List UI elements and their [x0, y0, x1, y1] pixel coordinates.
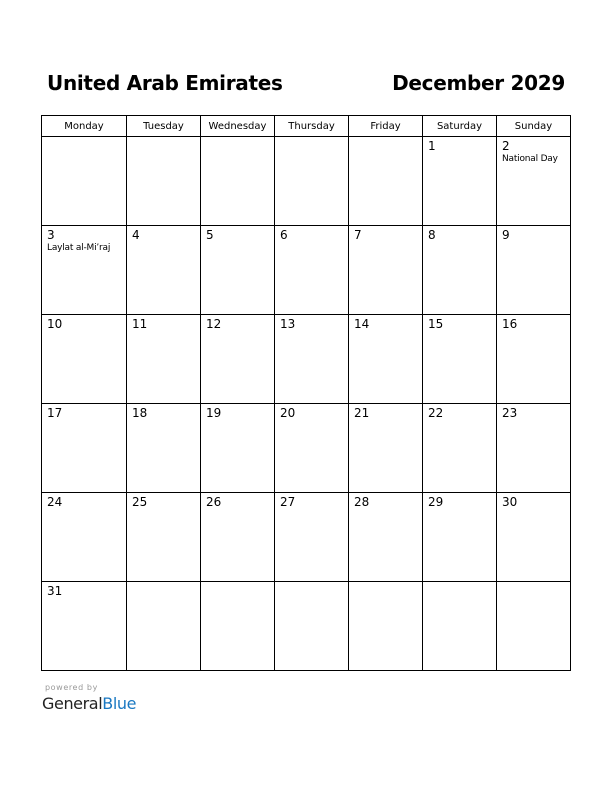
day-cell — [423, 493, 497, 582]
day-number: 28 — [354, 495, 370, 509]
day-cell — [275, 315, 349, 404]
day-number: 4 — [132, 228, 140, 242]
day-number: 11 — [132, 317, 148, 331]
day-cell — [497, 493, 571, 582]
day-cell — [42, 137, 127, 226]
weekday-friday: Friday — [349, 116, 423, 137]
day-number: 18 — [132, 406, 148, 420]
day-number: 22 — [428, 406, 444, 420]
day-cell — [127, 137, 201, 226]
day-cell — [127, 404, 201, 493]
day-cell — [423, 137, 497, 226]
weekday-wednesday: Wednesday — [201, 116, 275, 137]
day-number: 13 — [280, 317, 296, 331]
day-cell — [42, 226, 127, 315]
weekday-monday: Monday — [42, 116, 127, 137]
day-number: 9 — [502, 228, 510, 242]
day-cell — [275, 493, 349, 582]
brand-blue: Blue — [102, 694, 137, 713]
day-cell — [497, 226, 571, 315]
holiday-label: National Day — [502, 154, 558, 164]
weekday-header-row — [42, 116, 571, 137]
day-cell — [349, 404, 423, 493]
day-number: 17 — [47, 406, 63, 420]
day-cell — [127, 226, 201, 315]
day-number: 29 — [428, 495, 444, 509]
day-cell — [349, 315, 423, 404]
day-number: 2 — [502, 139, 510, 153]
week-row — [42, 582, 571, 671]
day-number: 30 — [502, 495, 518, 509]
day-number: 19 — [206, 406, 222, 420]
weekday-sunday: Sunday — [497, 116, 571, 137]
day-number: 14 — [354, 317, 370, 331]
week-row — [42, 137, 571, 226]
day-cell — [275, 137, 349, 226]
day-cell — [127, 315, 201, 404]
day-cell — [275, 404, 349, 493]
holiday-label: Laylat al-Mi’raj — [47, 243, 111, 253]
day-number: 20 — [280, 406, 296, 420]
day-cell — [349, 226, 423, 315]
calendar-grid — [41, 115, 571, 671]
day-number: 23 — [502, 406, 518, 420]
day-cell — [497, 404, 571, 493]
weekday-saturday: Saturday — [423, 116, 497, 137]
day-cell — [201, 404, 275, 493]
day-number: 12 — [206, 317, 222, 331]
day-cell — [349, 493, 423, 582]
day-cell — [423, 226, 497, 315]
day-cell — [201, 493, 275, 582]
week-row — [42, 404, 571, 493]
day-cell — [42, 404, 127, 493]
day-number: 31 — [47, 584, 63, 598]
day-cell — [42, 493, 127, 582]
day-number: 3 — [47, 228, 55, 242]
day-number: 26 — [206, 495, 222, 509]
day-number: 27 — [280, 495, 296, 509]
weekday-tuesday: Tuesday — [127, 116, 201, 137]
weekday-thursday: Thursday — [275, 116, 349, 137]
day-number: 6 — [280, 228, 288, 242]
day-cell — [275, 226, 349, 315]
day-cell — [127, 582, 201, 671]
day-cell — [497, 582, 571, 671]
day-cell — [497, 315, 571, 404]
week-row — [42, 315, 571, 404]
day-number: 10 — [47, 317, 63, 331]
day-cell — [201, 582, 275, 671]
month-year-title: December 2029 — [392, 71, 565, 95]
week-row — [42, 226, 571, 315]
day-number: 5 — [206, 228, 214, 242]
day-cell — [201, 137, 275, 226]
day-cell — [423, 315, 497, 404]
day-cell — [349, 582, 423, 671]
country-title: United Arab Emirates — [47, 71, 283, 95]
week-row — [42, 493, 571, 582]
day-number: 1 — [428, 139, 436, 153]
day-number: 16 — [502, 317, 518, 331]
day-cell — [423, 582, 497, 671]
day-number: 8 — [428, 228, 436, 242]
day-cell — [497, 137, 571, 226]
generalblue-logo — [42, 694, 136, 713]
day-cell — [127, 493, 201, 582]
day-cell — [42, 315, 127, 404]
day-cell — [423, 404, 497, 493]
day-number: 15 — [428, 317, 444, 331]
day-number: 25 — [132, 495, 148, 509]
day-cell — [275, 582, 349, 671]
day-cell — [201, 315, 275, 404]
day-cell — [201, 226, 275, 315]
day-cell — [42, 582, 127, 671]
brand-general: General — [42, 694, 103, 713]
day-number: 21 — [354, 406, 370, 420]
day-cell — [349, 137, 423, 226]
powered-by-text: powered by — [45, 683, 98, 692]
day-number: 7 — [354, 228, 362, 242]
day-number: 24 — [47, 495, 63, 509]
